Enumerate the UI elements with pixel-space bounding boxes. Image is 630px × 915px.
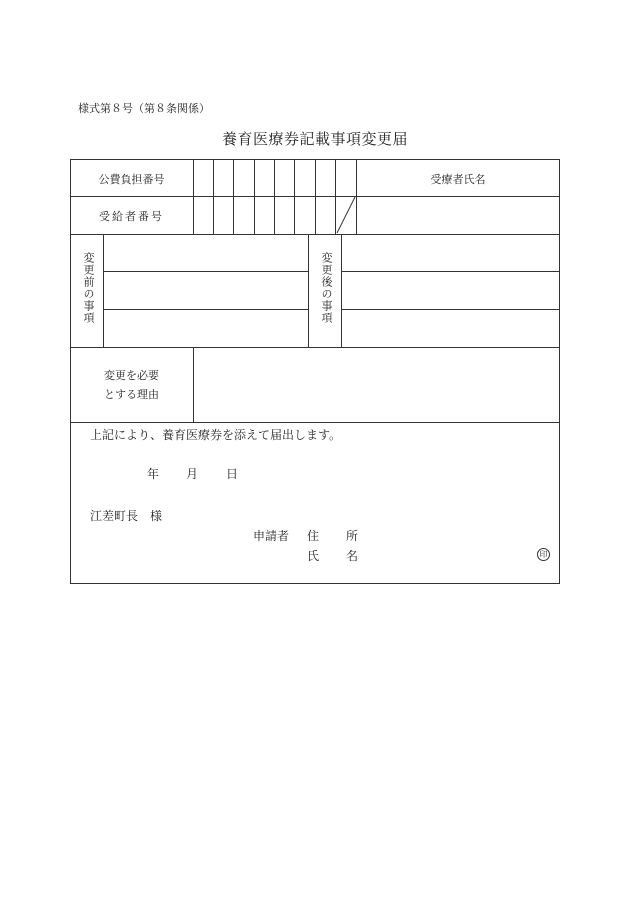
row-divider-3 (70, 347, 560, 348)
addressee: 江差町長 様 (90, 509, 163, 523)
number-box-divider (213, 159, 214, 234)
before-row-divider-1 (103, 271, 308, 272)
beneficiary-number-label: 受給者番号 (99, 210, 164, 223)
number-box-divider (254, 159, 255, 234)
before-after-divider (308, 234, 309, 347)
reason-divider (193, 347, 194, 422)
address-label-first: 住 (307, 529, 320, 543)
date-year-label: 年 (147, 467, 160, 481)
number-box-divider (193, 159, 194, 234)
before-row-divider-2 (103, 309, 308, 310)
after-change-label: 変更後の事項 (320, 252, 333, 324)
date-day-label: 日 (226, 467, 239, 481)
name-label-second: 名 (346, 549, 359, 563)
after-label-divider (341, 234, 342, 347)
after-row-divider-2 (341, 309, 560, 310)
seal-icon: 印 (537, 548, 550, 561)
date-month-label: 月 (186, 467, 199, 481)
document-title: 養育医療券記載事項変更届 (221, 130, 408, 148)
statement-text: 上記により、養育医療券を添えて届出します。 (90, 428, 342, 442)
diagonal-slash (335, 196, 356, 234)
recipient-name-label: 受療者氏名 (430, 173, 486, 186)
number-box-divider (274, 159, 275, 234)
reason-label (70, 366, 193, 404)
reason-label-line-2: とする理由 (104, 388, 159, 401)
address-label-second: 所 (346, 529, 359, 543)
before-change-label: 変更前の事項 (82, 252, 95, 324)
number-box-divider (233, 159, 234, 234)
name-label-first: 氏 (307, 549, 320, 563)
number-box-divider (315, 159, 316, 234)
row-divider-4 (70, 422, 560, 423)
row-divider-2 (70, 234, 560, 235)
before-label-divider (103, 234, 104, 347)
applicant-label: 申請者 (253, 529, 290, 543)
number-box-divider (294, 159, 295, 234)
after-row-divider-1 (341, 271, 560, 272)
reason-label-line-1: 変更を必要 (104, 369, 159, 382)
form-number: 様式第８号（第８条関係） (78, 102, 210, 115)
payer-number-label: 公費負担番号 (98, 173, 165, 186)
